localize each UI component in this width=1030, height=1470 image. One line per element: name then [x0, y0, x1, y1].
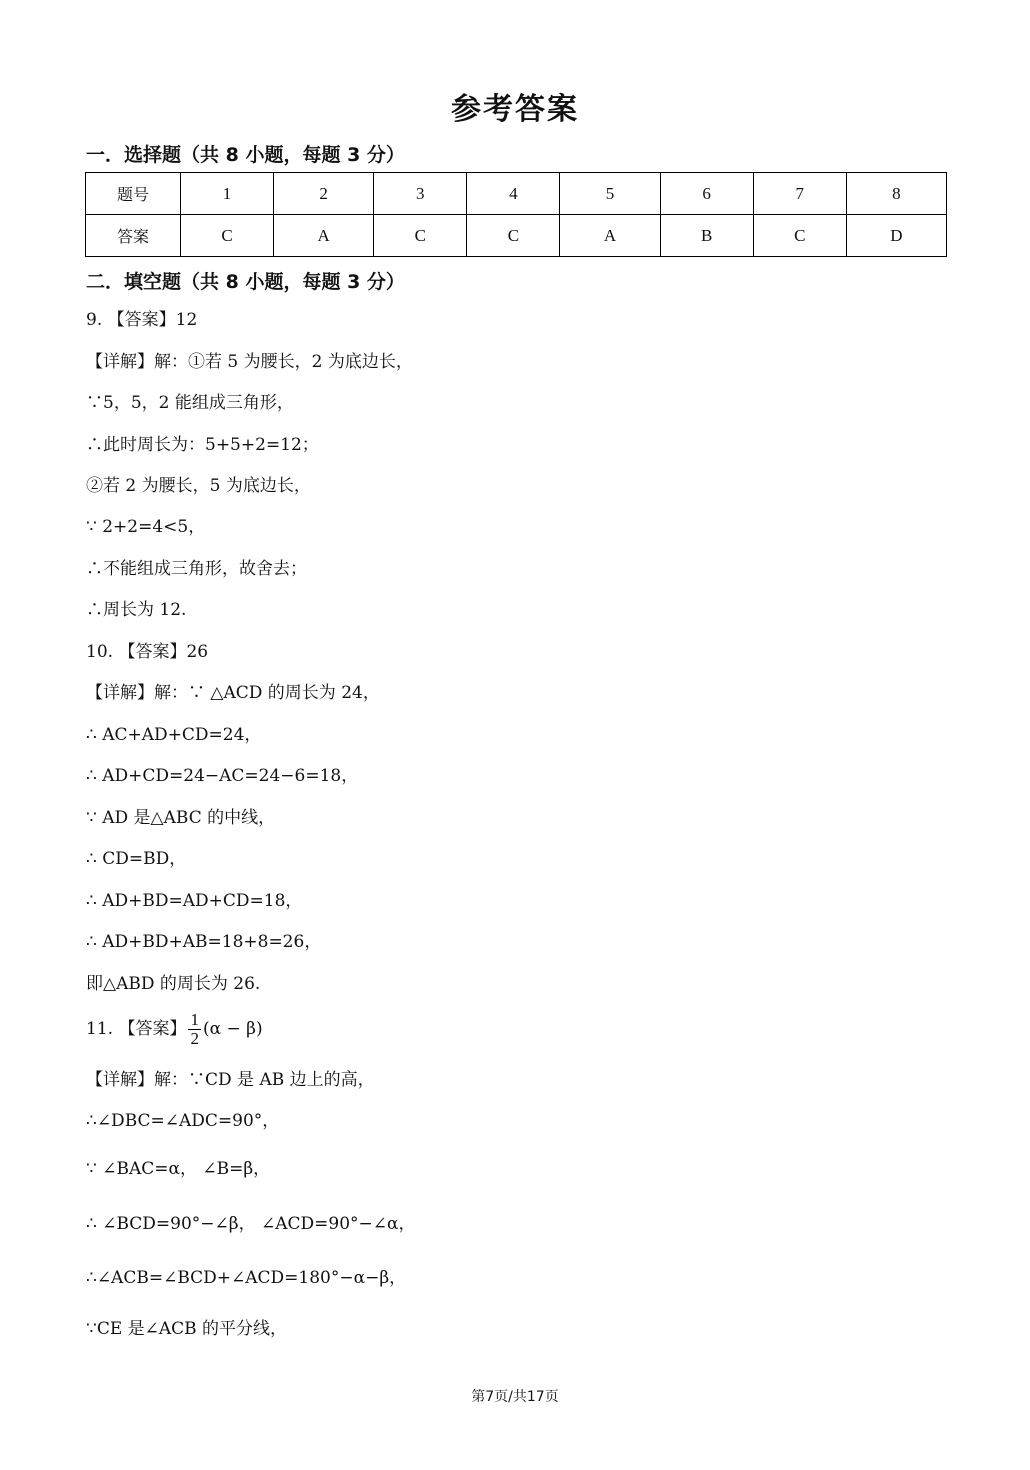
table-cell: 5: [560, 173, 660, 215]
section-heading-choice: 一．选择题（共 8 小题，每题 3 分）: [86, 144, 405, 166]
fraction-denominator: 2: [190, 1029, 199, 1048]
table-cell: 2: [274, 173, 374, 215]
solution-line: ∴ AD+CD=24−AC=24−6=18，: [86, 766, 359, 786]
table-cell: B: [660, 215, 753, 257]
solution-line: 【详解】解：∵ △ACD 的周长为 24，: [86, 683, 380, 703]
table-cell: 7: [753, 173, 846, 215]
table-cell: C: [181, 215, 274, 257]
solution-line: ∴此时周长为：5+5+2=12；: [86, 435, 319, 455]
table-cell: D: [846, 215, 946, 257]
solution-line: 【详解】解：①若 5 为腰长，2 为底边长，: [86, 352, 413, 372]
solution-line: ∴ AD+BD=AD+CD=18，: [86, 891, 303, 911]
solution-line: ∴ AC+AD+CD=24，: [86, 725, 262, 745]
page-footer: 第7页/共17页: [471, 1389, 559, 1405]
answer-prefix: 11. 【答案】: [86, 1019, 187, 1039]
table-row-answers: [86, 215, 947, 257]
solution-line: 【详解】解：∵CD 是 AB 边上的高，: [86, 1070, 375, 1090]
solution-line: ∴ ∠BCD=90°−∠β， ∠ACD=90°−∠α，: [86, 1214, 416, 1234]
answer-line-11: [86, 1011, 263, 1048]
table-cell: 4: [467, 173, 560, 215]
solution-line: ∵5，5，2 能组成三角形，: [86, 393, 294, 413]
solution-line: ∴ CD=BD，: [86, 849, 187, 869]
solution-line: ∵ AD 是△ABC 的中线，: [86, 808, 276, 828]
solution-line: 即△ABD 的周长为 26.: [86, 974, 261, 994]
section-heading-fill: 二．填空题（共 8 小题，每题 3 分）: [86, 271, 405, 293]
table-cell: C: [753, 215, 846, 257]
solution-line: ②若 2 为腰长，5 为底边长，: [86, 476, 311, 496]
table-cell: 8: [846, 173, 946, 215]
table-cell: A: [560, 215, 660, 257]
solution-line: ∴周长为 12.: [86, 600, 187, 620]
solution-line: ∵ 2+2=4<5，: [86, 517, 206, 537]
solution-line: ∴不能组成三角形，故舍去；: [86, 559, 307, 579]
table-cell: C: [374, 215, 467, 257]
answer-line: 9. 【答案】12: [86, 310, 198, 330]
solution-line: ∴∠ACB=∠BCD+∠ACD=180°−α−β，: [86, 1268, 407, 1288]
answer-table: [85, 172, 947, 257]
solution-line: ∴∠DBC=∠ADC=90°，: [86, 1111, 280, 1131]
table-cell: C: [467, 215, 560, 257]
table-cell-label: 答案: [86, 215, 181, 257]
page-title: 参考答案: [451, 92, 579, 127]
table-cell: A: [274, 215, 374, 257]
fraction-numerator: 1: [190, 1010, 199, 1029]
table-cell: 6: [660, 173, 753, 215]
table-cell-label: 题号: [86, 173, 181, 215]
table-row-numbers: [86, 173, 947, 215]
answer-line: 10. 【答案】26: [86, 642, 209, 662]
answer-suffix: (α − β): [202, 1019, 263, 1039]
solution-line: ∵ ∠BAC=α， ∠B=β，: [86, 1159, 271, 1179]
table-cell: 3: [374, 173, 467, 215]
solution-line: ∵CE 是∠ACB 的平分线，: [86, 1319, 288, 1339]
fraction: [188, 1011, 201, 1048]
table-cell: 1: [181, 173, 274, 215]
solution-line: ∴ AD+BD+AB=18+8=26，: [86, 932, 322, 952]
